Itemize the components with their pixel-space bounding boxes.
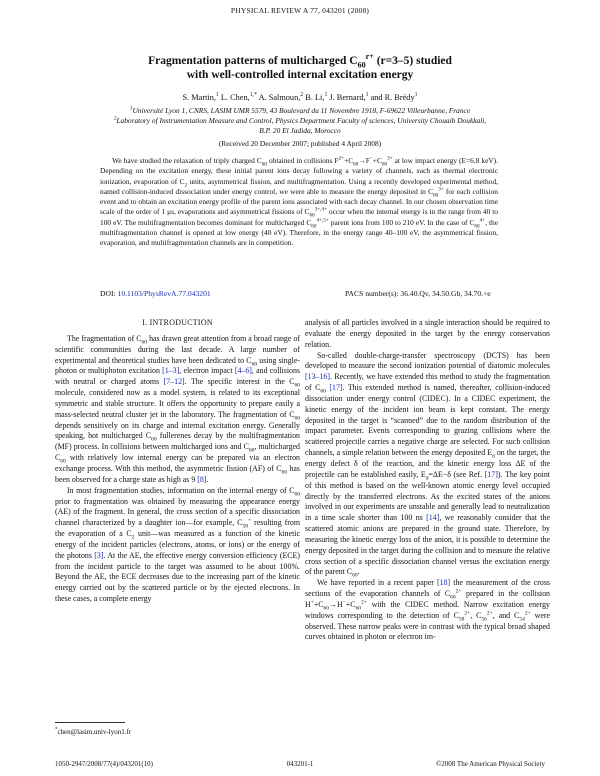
intro-paragraph-2: In most fragmentation studies, information on the internal energy of $C_{60}$ prior to fragmentation was obtained by measuring the appearance energy (AE) of the fragment. In general, the cross section of a specific dissociation channel characterized by a daughter ion—for example, $C_{58}^+$ resulting from the evaporation of a $C_2$ unit—was measured as a function of the kinetic energy of the incident particles (electrons, atoms, or ions) or the energy of the photons [3]. At the AE, the effective energy conversion efficiency (ECE) from the incident particle to the target was assumed to be about 100%. Beyond the AE, the ECE decreases due to the increasing part of the kinetic energy carried out by the scattered particle or by the ejected electrons. In these cases, a complete energy [55,485,300,604]
footer-copyright: ©2008 The American Physical Society [435,760,545,768]
footnote-rule [55,722,125,723]
doi-line: DOI: 10.1103/PhysRevA.77.043201 [100,289,211,298]
footer-page-number: 043201-1 [286,760,314,768]
footer-issn: 1050-2947/2008/77(4)/043201(10) [55,760,153,768]
intro-paragraph-4: So-called double-charge-transfer spectroscopy (DCTS) has been developed to measure the second ionization potential of diatomic molecules [13–16]. Recently, we have extended this method to study the fragmentation of $C_{60}$ [17]. This extended method is named, thereafter, collision-induced dissociation under energy control (CIDEC). In a CIDEC experiment, the kinetic energy of the incident ion beam is kept constant. The energy deposited in the target is “scanned” due to the random distribution of the impact parameter. Events corresponding to grazing collisions where the scattered projectile carries a negative charge are selected. For such collision channels, a simple relation between the energy deposited $E_d$ on the target, the energy defect δ of the reaction, and the kinetic energy loss ΔE of the projectile can be established easily, $E_d=\Delta E-\delta$ (see Ref. [17]). The key point of this method is based on the well-known atomic energy level occupied directly by the transferred electrons. As the excited states of the anions involved in our experiments are unstable and generally lead to neutralization in a time scale shorter than 100 ns [14], we reasonably consider that the scattered atomic anions are prepared in the ground state. Therefore, by measuring the kinetic energy loss of the anion, it is possible to determine the energy deposited in the target during the collision and to measure the relative cross section of a specific dissociation channel versus the excitation energy of the parent $C_{60}$. [305,350,550,579]
citation[interactable]: [18] [436,578,451,588]
citation[interactable]: [7–12] [163,377,185,387]
abstract: We have studied the relaxation of triply charged $C_{60}$ obtained in collisions $F^{2+}+C_{60}\to F^-+C_{60}^{3+}$ at low impact energy (E=6.8 keV). Depending on the excitation energy, these initial parent ions decay following a variety of channels, such as thermal electronic ionization, evaporation of $C_2$ units, asymmetrical fission, and multifragmentation. Using a recently developed experimental method, named collision-induced dissociation under energy control, we were able to measure the energy deposited in $C_{60}^{3+}$ for each collision event and to obtain an excitation energy profile of the parent ions associated with each decay channel. In our chosen observation time scale of the order of 1 μs, evaporations and asymmetrical fissions of $C_{60}^{3+,4+}$ occur when the internal energy is in the range from 40 to 100 eV. The multifragmentation becomes dominant for multicharged $C_{60}^{4+,5+}$ parent ions from 100 to 210 eV. In the case of $C_{60}^{4+}$, the multifragmentation channel is opened at low energy (40 eV). Therefore, in the energy range 40–100 eV, the asymmetrical fission, evaporation, and multifragmentation channels are in competition. [100,155,499,248]
citation[interactable]: [14] [426,513,440,523]
pacs-numbers: PACS number(s): 36.40.Qv, 34.50.Gb, 34.70.+e [345,289,491,298]
citation[interactable]: [1–3] [162,366,180,376]
footnote-email[interactable]: chen@lasim.univ-lyon1.fr [57,728,132,736]
intro-paragraph-1: The fragmentation of $C_{60}$ has drawn great attention from a broad range of scientific communities during the last decade. A large number of experimental and theoretical studies have been dedicated to $C_{60}$ using single-photon or multiphoton excitation [1–3], electron impact [4–6], and collisions with neutral or charged atoms [7–12]. The specific interest in the $C_{60}$ molecule, considered now as a model system, is related to its exceptional symmetric and stable structure. It offers the opportunity to prepare easily a mass-selected neutral cluster jet in the laboratory. The fragmentation of $C_{60}$ depends sensitively on its charge and internal excitation energy. Generally speaking, hot multicharged $C_{60}$ fullerenes decay by the multifragmentation (MF) process. In collisions between multicharged ions and $C_{60}$, multicharged $C_{60}$ with relatively low internal energy can be prepared via an electron exchange process. With this method, the asymmetric fission (AF) of $C_{60}$ has been observed for a charge state as high as 9 [8]. [55,333,300,484]
received-dates: (Received 20 December 2007; published 4 April 2008) [218,139,382,148]
intro-paragraph-3: analysis of all particles involved in a single interaction should be required to evaluate the energy deposited in the target by the energy conservation relation. [305,318,550,349]
doi-link[interactable]: 10.1103/PhysRevA.77.043201 [117,289,211,298]
left-column [55,318,300,605]
author-list: S. Martin,$^1$ L. Chen,$^{1,*}$ A. Salmoun,$^2$ B. Li,$^1$ J. Bernard,$^1$ and R. Brédy$^1$ [182,92,418,102]
affiliation-2: $^2$Laboratory of Instrumentation Measure and Control, Physics Department Faculty of sciences, University Chouaib Doukkali, B.P. 20 El Jadida, Morocco [113,115,487,135]
citation[interactable]: [3] [94,550,104,560]
citation[interactable]: [4–6] [234,366,252,376]
article-title: Fragmentation patterns of multicharged $C_{60}^{r+}$ (r=3–5) studied with well-controlled internal excitation energy [148,52,452,81]
citation[interactable]: [13–16] [305,372,330,382]
citation[interactable]: [8] [197,474,207,484]
citation[interactable]: [17] [329,383,343,393]
right-column [305,318,550,643]
intro-paragraph-5: We have reported in a recent paper [18] the measurement of the cross sections of the evaporation channels of $C_{60}^{2+}$ prepared in the collision $H^++C_{60}\to H^-+C_{60}^{2+}$ with the CIDEC method. Narrow excitation energy windows corresponding to the detection of $C_{58}^{2+}$, $C_{56}^{2+}$, and $C_{54}^{2+}$ were observed. These narrow peaks were in contrast with the typical broad shaped curves obtained in photon or electron im- [305,578,550,642]
footnote: *chen@lasim.univ-lyon1.fr [55,727,132,736]
citation[interactable]: [17] [484,469,498,479]
running-head: PHYSICAL REVIEW A 77, 043201 (2008) [230,6,370,15]
affiliation-1: $^1$Université Lyon 1, CNRS, LASIM UMR 5579, 43 Boulevard du 11 Novembre 1918, F-69622 Villeurbanne, France [129,105,471,115]
section-heading: I. INTRODUCTION [142,318,213,327]
